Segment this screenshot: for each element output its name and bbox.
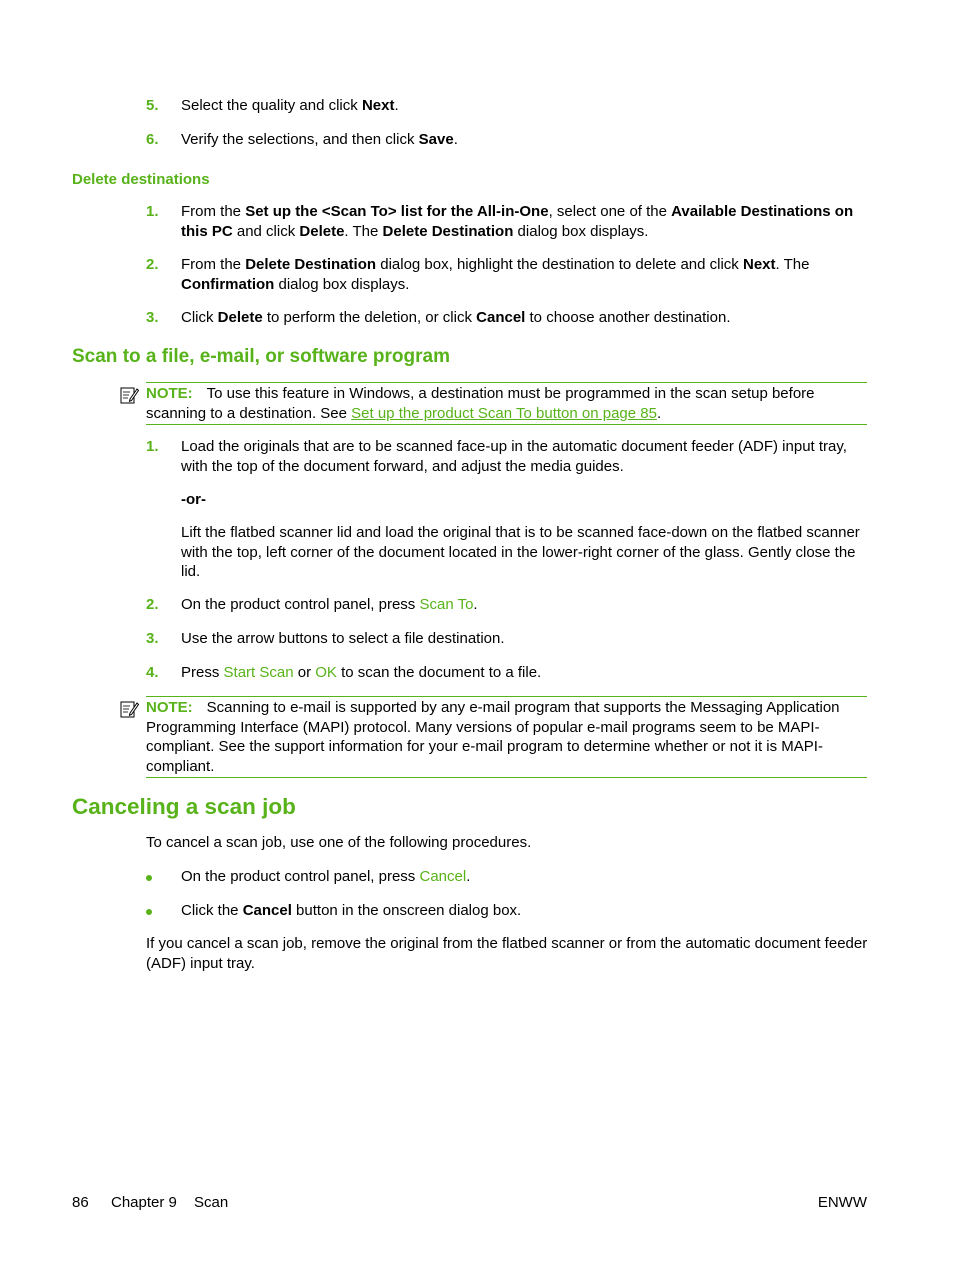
bullet-text-part: Click the (181, 902, 243, 919)
footer-page-number: 86 (72, 1194, 89, 1211)
note-label: NOTE: (146, 699, 193, 716)
step-number: 1. (146, 438, 159, 455)
step-text-part: dialog box displays. (513, 222, 649, 240)
step-text-part: . (473, 596, 478, 613)
step-text-part: dialog box displays. (274, 275, 410, 293)
footer-section: Scan (194, 1194, 229, 1211)
step-text-part: to choose another destination. (525, 309, 731, 326)
step-text-part: On the product control panel, press (181, 596, 420, 613)
step-text (181, 595, 871, 615)
note-text-end: . (656, 404, 662, 422)
step-text (181, 130, 871, 150)
step-text-part: . (453, 131, 458, 148)
or-separator: -or- (181, 491, 206, 508)
note-text: To use this feature in Windows, a destination must be programmed in the scan setup before scanning to a destination. See (146, 385, 815, 422)
step-text-part: . The (775, 256, 810, 273)
bullet-text-part: button in the onscreen dialog box. (291, 902, 522, 919)
step-number: 3. (146, 630, 159, 647)
step-text (181, 202, 871, 241)
step-text (181, 308, 871, 328)
step-bold: Set up the <Scan To> list for the All-in-One (245, 203, 549, 220)
step-text-part: . (394, 97, 399, 114)
step-text (181, 255, 871, 294)
step-number: 2. (146, 596, 159, 613)
bullet-text (181, 867, 871, 887)
bullet-text-part: . (466, 868, 471, 885)
page-reference-link[interactable]: Set up the product Scan To button on page 85 (351, 404, 657, 422)
section-heading-scan-to-file: Scan to a file, e-mail, or software program (72, 346, 450, 367)
step-bold: Next (361, 97, 395, 114)
step-bold: Delete Destination (382, 222, 514, 240)
footer-chapter: Chapter 9 (111, 1194, 177, 1211)
step-text-part: or (293, 664, 316, 681)
step-text-part: From the (181, 256, 246, 273)
step-bold: Available Destinations on this PC (181, 203, 854, 240)
section-heading-canceling: Canceling a scan job (72, 794, 296, 819)
step-text (181, 96, 871, 116)
note-pencil-icon (119, 699, 139, 719)
step-text-part: to scan the document to a file. (336, 664, 542, 681)
note-box (146, 696, 867, 778)
step-number: 4. (146, 664, 159, 681)
control-panel-button-name: Start Scan (223, 664, 294, 681)
step-alt-text: Lift the flatbed scanner lid and load the original that is to be scanned face-down on the flatbed scanner with the top, left corner of the document located in the lower-right corner of the glass. Gently close the lid. (181, 524, 860, 580)
step-text-part: Select the quality and click (181, 97, 362, 114)
step-text-part: From the (181, 203, 246, 220)
bullet-text-part: On the product control panel, press (181, 868, 420, 885)
step-bold: Next (742, 256, 776, 273)
note-label: NOTE: (146, 385, 193, 402)
bullet-dot-icon (146, 875, 152, 881)
note-box (146, 382, 867, 425)
step-number: 5. (146, 97, 159, 114)
step-number: 3. (146, 309, 159, 326)
intro-text: To cancel a scan job, use one of the following procedures. (146, 834, 532, 851)
step-text-part: . The (344, 222, 383, 240)
step-text-part: to perform the deletion, or click (262, 309, 477, 326)
control-panel-button-name: Cancel (419, 868, 467, 885)
bullet-dot-icon (146, 909, 152, 915)
step-bold: Confirmation (181, 275, 275, 293)
step-text: Load the originals that are to be scanned face-up in the automatic document feeder (ADF) input tray, with the top of the document forward, and adjust the media guides. (181, 438, 847, 475)
step-text-part: Press (181, 664, 224, 681)
step-bold: Save (418, 131, 454, 148)
footer-right-label: ENWW (817, 1194, 867, 1211)
step-number: 1. (146, 203, 159, 220)
step-number: 6. (146, 131, 159, 148)
step-bold: Delete Destination (245, 256, 377, 273)
step-text (181, 663, 871, 683)
note-text: Scanning to e-mail is supported by any e-mail program that supports the Messaging Application Programming Interface (MAPI) protocol. Many versions of popular e-mail programs seem to be MAPI-compliant. See the support information for your e-mail program to determine whether or not it is MAPI-compliant. (146, 699, 840, 775)
note-pencil-icon (119, 385, 139, 405)
step-bold: Cancel (476, 309, 526, 326)
control-panel-button-name: Scan To (419, 596, 474, 613)
bullet-text (181, 901, 871, 921)
step-text-part: , select one of the (548, 203, 672, 220)
step-text-part: and click (232, 222, 300, 240)
step-bold: Delete (217, 309, 263, 326)
control-panel-button-name: OK (315, 664, 337, 681)
closing-text: If you cancel a scan job, remove the original from the flatbed scanner or from the automatic document feeder (ADF) input tray. (146, 935, 868, 972)
step-text-part: dialog box, highlight the destination to delete and click (376, 256, 743, 273)
section-heading-delete-destinations: Delete destinations (72, 171, 210, 188)
step-bold: Delete (299, 222, 345, 240)
step-number: 2. (146, 256, 159, 273)
bullet-bold: Cancel (242, 902, 292, 919)
step-text: Use the arrow buttons to select a file destination. (181, 630, 505, 647)
step-text-part: Verify the selections, and then click (181, 131, 419, 148)
step-text-part: Click (181, 309, 218, 326)
